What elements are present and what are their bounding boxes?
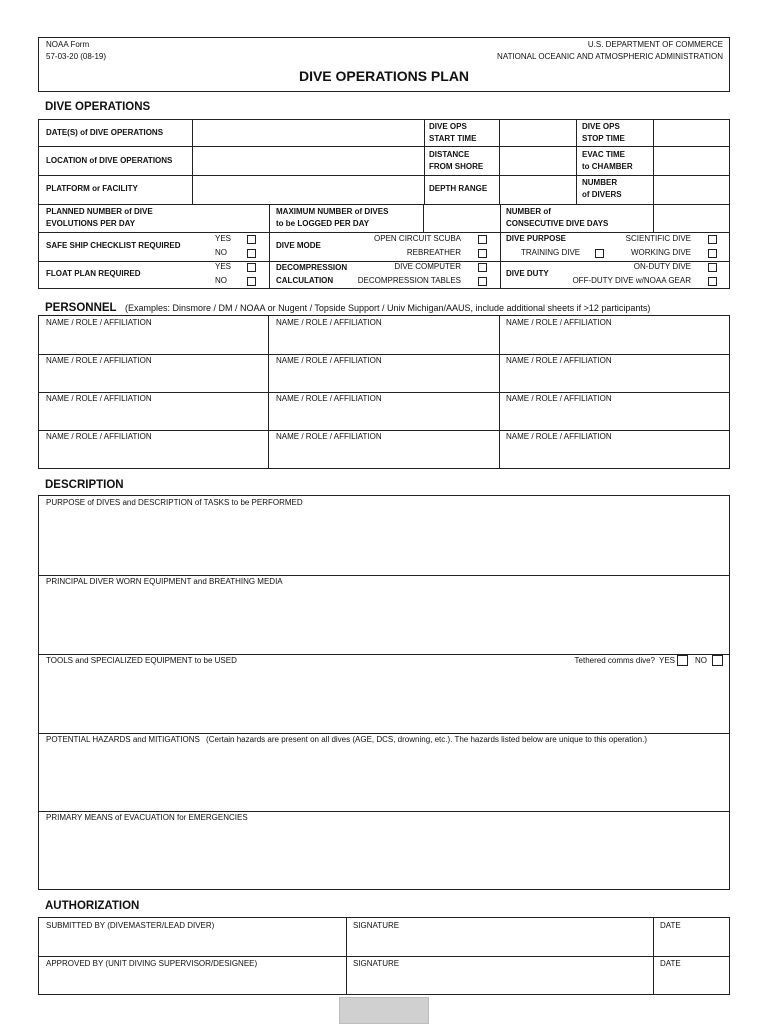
checkbox-safe-ship-yes[interactable] bbox=[247, 235, 256, 244]
label-platform: PLATFORM or FACILITY bbox=[46, 184, 138, 193]
label-evacuation: PRIMARY MEANS of EVACUATION for EMERGENCIES bbox=[46, 813, 248, 822]
input-purpose[interactable] bbox=[43, 510, 725, 572]
checkbox-safe-ship-no[interactable] bbox=[247, 249, 256, 258]
label-decomp-2: CALCULATION bbox=[276, 276, 334, 285]
personnel-cell-10[interactable]: NAME / ROLE / AFFILIATION bbox=[46, 432, 152, 441]
personnel-cell-4[interactable]: NAME / ROLE / AFFILIATION bbox=[46, 356, 152, 365]
label-max-1: MAXIMUM NUMBER of DIVES bbox=[276, 207, 389, 216]
input-max[interactable] bbox=[425, 206, 499, 231]
input-date-2[interactable] bbox=[656, 971, 727, 993]
checkbox-on-duty[interactable] bbox=[708, 263, 717, 272]
checkbox-tethered-no[interactable] bbox=[712, 655, 723, 666]
label-signature-1: SIGNATURE bbox=[353, 921, 400, 930]
checkbox-dive-computer[interactable] bbox=[478, 263, 487, 272]
page-title: DIVE OPERATIONS PLAN bbox=[298, 68, 470, 84]
personnel-cell-3[interactable]: NAME / ROLE / AFFILIATION bbox=[506, 318, 612, 327]
label-purpose: PURPOSE of DIVES and DESCRIPTION of TASKS to be PERFORMED bbox=[46, 498, 303, 507]
label-decomp-tables: DECOMPRESSION TABLES bbox=[357, 276, 461, 285]
label-depth: DEPTH RANGE bbox=[429, 184, 488, 193]
personnel-cell-12[interactable]: NAME / ROLE / AFFILIATION bbox=[506, 432, 612, 441]
checkbox-tethered-yes[interactable] bbox=[677, 655, 688, 666]
section-personnel-title: PERSONNEL bbox=[45, 302, 117, 314]
input-evacuation[interactable] bbox=[43, 825, 725, 887]
checkbox-off-duty[interactable] bbox=[708, 277, 717, 286]
label-start-time-1: DIVE OPS bbox=[429, 122, 467, 131]
label-submitted-by: SUBMITTED BY (DIVEMASTER/LEAD DIVER) bbox=[46, 921, 215, 930]
input-depth[interactable] bbox=[501, 177, 574, 203]
label-dive-mode: DIVE MODE bbox=[276, 241, 321, 250]
label-safe-no: NO bbox=[215, 248, 227, 257]
label-tethered-no: NO bbox=[695, 656, 707, 665]
hazards-note: (Certain hazards are present on all dives (AGE, DCS, drowning, etc.). The hazards listed below are unique to this operation.) bbox=[206, 735, 648, 744]
label-planned-2: EVOLUTIONS PER DAY bbox=[46, 219, 136, 228]
label-hazards-row bbox=[46, 735, 647, 745]
department: U.S. DEPARTMENT OF COMMERCE bbox=[587, 40, 723, 49]
label-planned-1: PLANNED NUMBER of DIVE bbox=[46, 207, 153, 216]
input-consec[interactable] bbox=[655, 206, 728, 231]
dive-operations-table bbox=[38, 119, 730, 289]
section-personnel-title-row bbox=[45, 298, 735, 316]
label-max-2: to be LOGGED PER DAY bbox=[276, 219, 370, 228]
label-consec-1: NUMBER of bbox=[506, 207, 551, 216]
label-evac-2: to CHAMBER bbox=[582, 162, 633, 171]
form-label: NOAA Form bbox=[46, 40, 90, 49]
section-description-title: DESCRIPTION bbox=[45, 479, 124, 491]
label-training: TRAINING DIVE bbox=[521, 248, 581, 257]
label-stop-time-2: STOP TIME bbox=[582, 134, 625, 143]
label-safe-ship: SAFE SHIP CHECKLIST REQUIRED bbox=[46, 241, 181, 250]
checkbox-float-plan-yes[interactable] bbox=[247, 263, 256, 272]
label-hazards: POTENTIAL HAZARDS and MITIGATIONS bbox=[46, 735, 200, 744]
input-location[interactable] bbox=[194, 148, 422, 174]
input-platform[interactable] bbox=[194, 177, 422, 203]
input-distance[interactable] bbox=[501, 148, 574, 174]
personnel-note: (Examples: Dinsmore / DM / NOAA or Nugent / Topside Support / Univ Michigan/AAUS, include additional sheets if >12 participants) bbox=[125, 303, 651, 313]
label-working: WORKING DIVE bbox=[630, 248, 691, 257]
authorization-table bbox=[38, 917, 730, 995]
label-float-no: NO bbox=[215, 276, 227, 285]
checkbox-rebreather[interactable] bbox=[478, 249, 487, 258]
personnel-cell-7[interactable]: NAME / ROLE / AFFILIATION bbox=[46, 394, 152, 403]
input-tools[interactable] bbox=[43, 668, 725, 730]
label-signature-2: SIGNATURE bbox=[353, 959, 400, 968]
section-dive-operations-title: DIVE OPERATIONS bbox=[45, 101, 151, 113]
personnel-table bbox=[38, 315, 730, 469]
input-signature-1[interactable] bbox=[349, 933, 651, 955]
personnel-cell-2[interactable]: NAME / ROLE / AFFILIATION bbox=[276, 318, 382, 327]
input-signature-2[interactable] bbox=[349, 971, 651, 993]
personnel-cell-8[interactable]: NAME / ROLE / AFFILIATION bbox=[276, 394, 382, 403]
label-open-circuit: OPEN CIRCUIT SCUBA bbox=[374, 234, 461, 243]
label-consec-2: CONSECUTIVE DIVE DAYS bbox=[506, 219, 609, 228]
label-tethered-yes: YES bbox=[659, 656, 676, 665]
label-on-duty: ON-DUTY DIVE bbox=[633, 262, 691, 271]
label-approved-by: APPROVED BY (UNIT DIVING SUPERVISOR/DESIGNEE) bbox=[46, 959, 258, 968]
label-float-yes: YES bbox=[215, 262, 232, 271]
label-tethered: Tethered comms dive? bbox=[574, 656, 655, 665]
input-start-time[interactable] bbox=[501, 121, 574, 145]
label-dates: DATE(S) of DIVE OPERATIONS bbox=[46, 128, 164, 137]
input-stop-time[interactable] bbox=[655, 121, 728, 145]
form-header bbox=[38, 37, 730, 92]
agency: NATIONAL OCEANIC AND ATMOSPHERIC ADMINISTRATION bbox=[497, 52, 723, 61]
label-tools: TOOLS and SPECIALIZED EQUIPMENT to be USED bbox=[46, 656, 237, 665]
label-float-plan: FLOAT PLAN REQUIRED bbox=[46, 269, 141, 278]
label-start-time-2: START TIME bbox=[429, 134, 477, 143]
label-evac-1: EVAC TIME bbox=[582, 150, 625, 159]
input-hazards[interactable] bbox=[43, 747, 725, 809]
input-planned[interactable] bbox=[194, 206, 268, 231]
label-stop-time-1: DIVE OPS bbox=[582, 122, 620, 131]
personnel-cell-9[interactable]: NAME / ROLE / AFFILIATION bbox=[506, 394, 612, 403]
label-distance-2: FROM SHORE bbox=[429, 162, 484, 171]
input-divers[interactable] bbox=[655, 177, 728, 203]
form-number: 57-03-20 (08-19) bbox=[46, 52, 107, 61]
label-date-2: DATE bbox=[660, 959, 681, 968]
section-authorization-title: AUTHORIZATION bbox=[45, 900, 140, 912]
checkbox-decomp-tables[interactable] bbox=[478, 277, 487, 286]
personnel-cell-1[interactable]: NAME / ROLE / AFFILIATION bbox=[46, 318, 152, 327]
label-rebreather: REBREATHER bbox=[406, 248, 461, 257]
page-scroll-tab[interactable] bbox=[339, 997, 429, 1024]
label-distance-1: DISTANCE bbox=[429, 150, 470, 159]
label-divers-2: of DIVERS bbox=[582, 190, 622, 199]
description-table bbox=[38, 495, 730, 890]
personnel-cell-5[interactable]: NAME / ROLE / AFFILIATION bbox=[276, 356, 382, 365]
label-decomp-1: DECOMPRESSION bbox=[276, 263, 348, 272]
label-divers-1: NUMBER bbox=[582, 178, 618, 187]
label-dive-duty: DIVE DUTY bbox=[506, 269, 549, 278]
label-scientific: SCIENTIFIC DIVE bbox=[625, 234, 691, 243]
input-evac-time[interactable] bbox=[655, 148, 728, 174]
label-safe-yes: YES bbox=[215, 234, 232, 243]
input-equipment[interactable] bbox=[43, 589, 725, 651]
input-submitted-by[interactable] bbox=[43, 933, 343, 955]
personnel-cell-6[interactable]: NAME / ROLE / AFFILIATION bbox=[506, 356, 612, 365]
personnel-cell-11[interactable]: NAME / ROLE / AFFILIATION bbox=[276, 432, 382, 441]
checkbox-open-circuit[interactable] bbox=[478, 235, 487, 244]
label-off-duty: OFF-DUTY DIVE w/NOAA GEAR bbox=[572, 276, 691, 285]
label-dive-purpose: DIVE PURPOSE bbox=[506, 234, 567, 243]
label-location: LOCATION of DIVE OPERATIONS bbox=[46, 156, 173, 165]
input-dates[interactable] bbox=[194, 121, 422, 145]
checkbox-scientific[interactable] bbox=[708, 235, 717, 244]
label-date-1: DATE bbox=[660, 921, 681, 930]
input-date-1[interactable] bbox=[656, 933, 727, 955]
label-equipment: PRINCIPAL DIVER WORN EQUIPMENT and BREATHING MEDIA bbox=[46, 577, 283, 586]
label-dive-computer: DIVE COMPUTER bbox=[394, 262, 461, 271]
checkbox-working[interactable] bbox=[708, 249, 717, 258]
checkbox-float-plan-no[interactable] bbox=[247, 277, 256, 286]
checkbox-training[interactable] bbox=[595, 249, 604, 258]
input-approved-by[interactable] bbox=[43, 971, 343, 993]
